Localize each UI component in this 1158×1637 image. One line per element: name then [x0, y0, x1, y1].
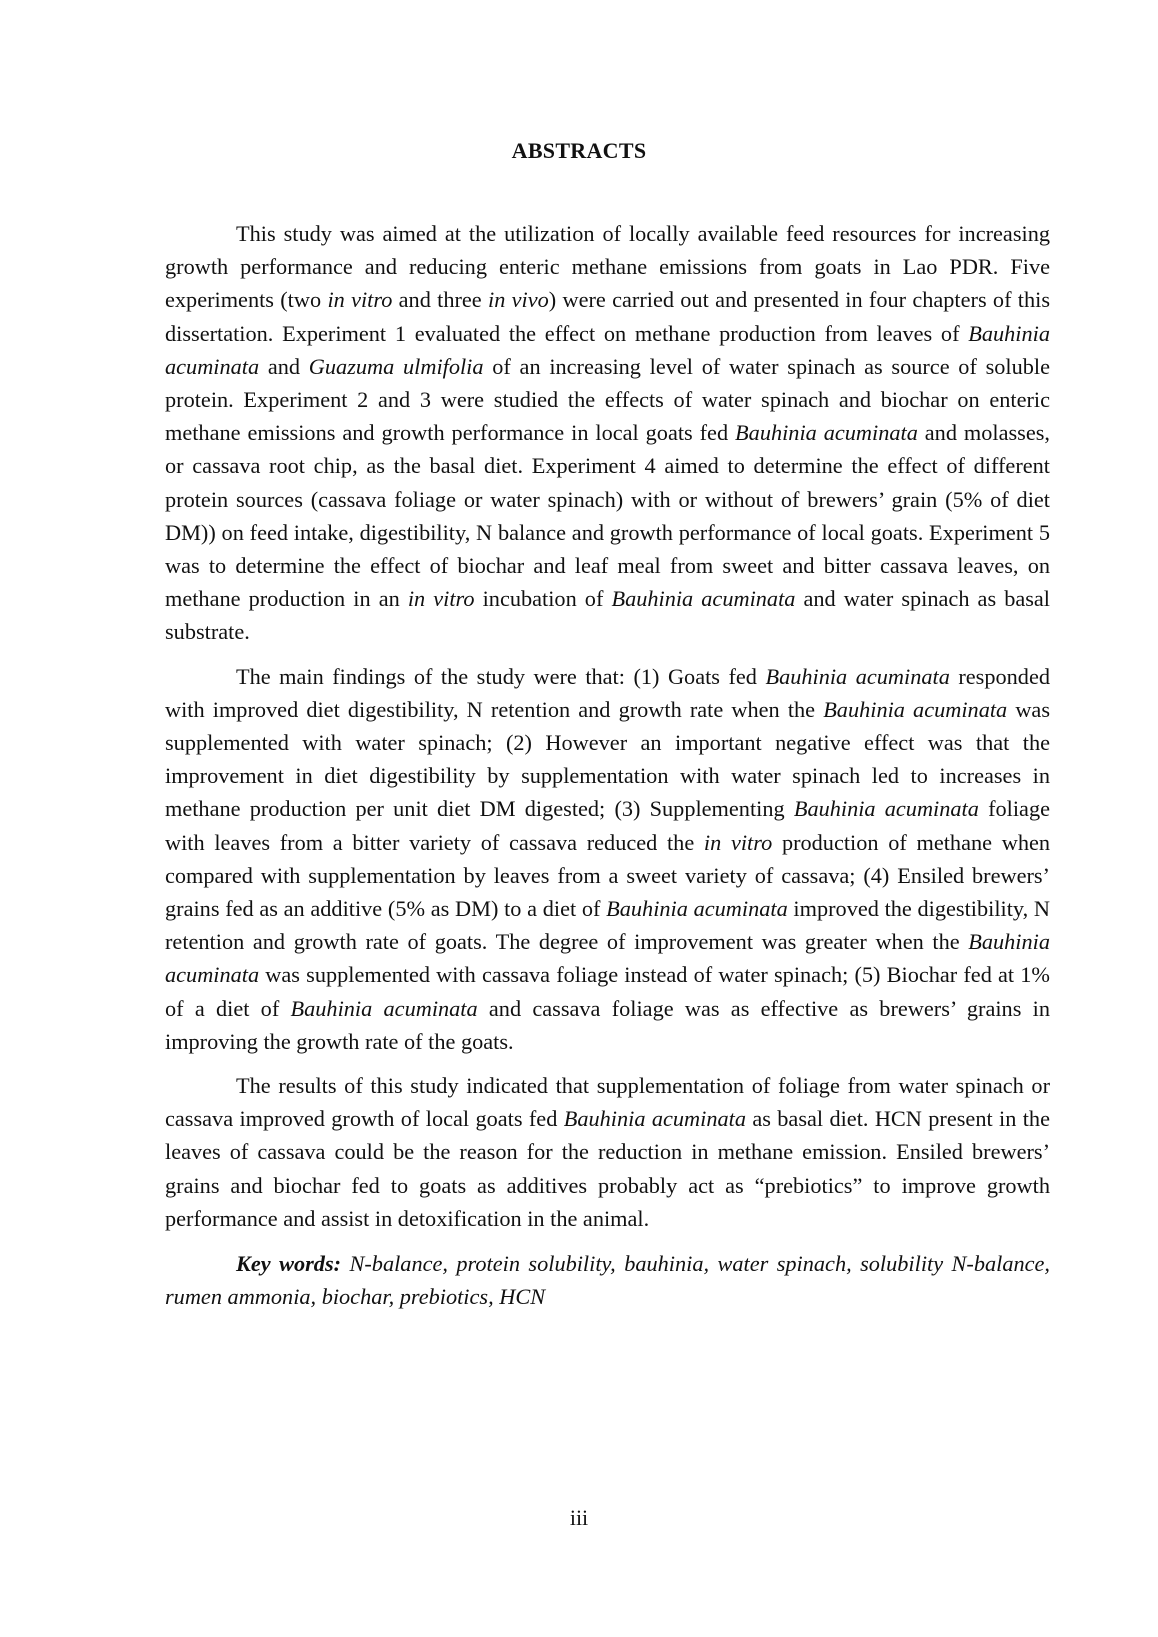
italic-term: Bauhinia acuminata: [793, 796, 979, 822]
italic-term: in vitro: [327, 287, 393, 313]
italic-term: Guazuma ulmifolia: [308, 353, 484, 379]
italic-term: in vitro: [703, 829, 773, 855]
italic-term: in vitro: [407, 586, 475, 612]
italic-term: Bauhinia acuminata: [735, 420, 918, 446]
page-number: iii: [569, 1505, 589, 1530]
keywords-label: Key words:: [236, 1251, 342, 1277]
italic-term: in vivo: [488, 287, 549, 313]
italic-term: Bauhinia acuminata: [765, 663, 950, 689]
keywords-text: N-balance, protein solubility, bauhinia, water spinach, solubility N-balance, rumen ammonia, biochar, prebiotics, HCN: [165, 1251, 1050, 1310]
italic-term: Bauhinia acuminata: [563, 1106, 746, 1132]
abstract-paragraph: The results of this study indicated that supplementation of foliage from water spinach or cassava improved growth of local goats fed Bauhinia acuminata as basal diet. HCN present in the leaves of cassava could be the reason for the reduction in methane emission. Ensiled brewers’ grains and biochar fed to goats as additives probably act as “prebiotics” to improve growth performance and assist in detoxification in the animal.: [165, 1073, 1050, 1231]
keywords: [165, 1247, 1050, 1313]
italic-term: Bauhinia acuminata: [606, 896, 788, 922]
italic-term: Bauhinia acuminata: [165, 929, 1050, 988]
italic-term: Bauhinia acuminata: [611, 586, 796, 612]
italic-term: Bauhinia acuminata: [823, 696, 1008, 722]
italic-term: Bauhinia acuminata: [290, 995, 478, 1021]
italic-term: Bauhinia acuminata: [165, 320, 1050, 379]
abstract-paragraph: The main findings of the study were that: (1) Goats fed Bauhinia acuminata responded with improved diet digestibility, N retention and growth rate when the Bauhinia acuminata was supplemented with water spinach; (2) However an important negative effect was that the improvement in diet digestibility by supplementation with water spinach led to increases in methane production per unit diet DM digested; (3) Supplementing Bauhinia acuminata foliage with leaves from a bitter variety of cassava reduced the in vitro production of methane when compared with supplementation by leaves from a sweet variety of cassava; (4) Ensiled brewers’ grains fed as an additive (5% as DM) to a diet of Bauhinia acuminata improved the digestibility, N retention and growth rate of goats. The degree of improvement was greater when the Bauhinia acuminata was supplemented with cassava foliage instead of water spinach; (5) Biochar fed at 1% of a diet of Bauhinia acuminata and cassava foliage was as effective as brewers’ grains in improving the growth rate of the goats.: [165, 663, 1051, 1054]
abstract-paragraph: This study was aimed at the utilization of locally available feed resources for increasing growth performance and reducing enteric methane emissions from goats in Lao PDR. Five experiments (two in vitro and three in vivo) were carried out and presented in four chapters of this dissertation. Experiment 1 evaluated the effect on methane production from leaves of Bauhinia acuminata and Guazuma ulmifolia of an increasing level of water spinach as source of soluble protein. Experiment 2 and 3 were studied the effects of water spinach and biochar on enteric methane emissions and growth performance in local goats fed Bauhinia acuminata and molasses, or cassava root chip, as the basal diet. Experiment 4 aimed to determine the effect of different protein sources (cassava foliage or water spinach) with or without of brewers’ grain (5% of diet DM)) on feed intake, digestibility, N balance and growth performance of local goats. Experiment 5 was to determine the effect of biochar and leaf meal from sweet and bitter cassava leaves, on methane production in an in vitro incubation of Bauhinia acuminata and water spinach as basal substrate.: [165, 221, 1051, 645]
abstract-body: [165, 217, 1050, 1314]
page-title: ABSTRACTS: [511, 138, 647, 163]
